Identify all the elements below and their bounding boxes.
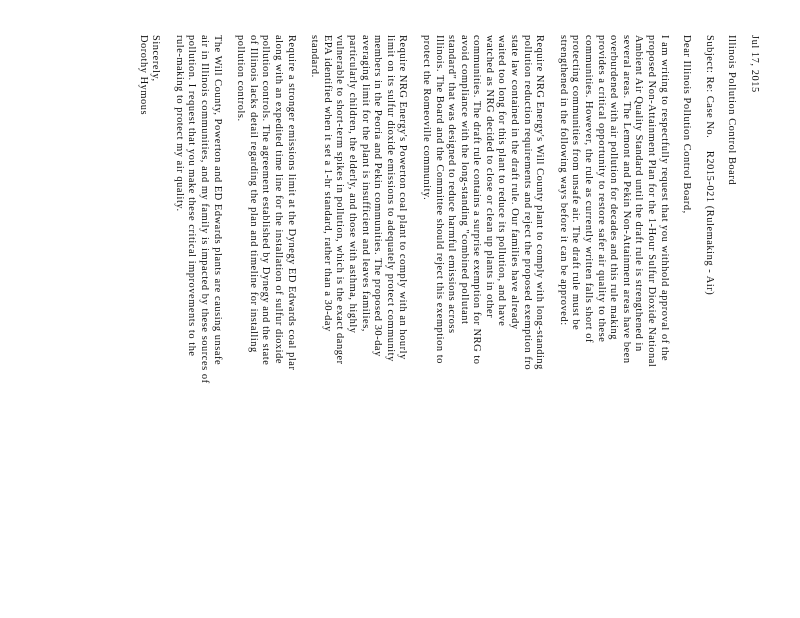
paragraph-line: strengthened in the following ways before it can be approved: bbox=[557, 35, 569, 326]
paragraph-line: communities. The draft rule contains a surprise exemption for NRG to bbox=[471, 35, 483, 365]
paragraph-line: rule-making to protect my air quality. bbox=[173, 35, 185, 212]
paragraph-line: standard. bbox=[309, 35, 321, 78]
paragraph-line: EPA identified when it set a 1-hr standard, rather than a 30-day bbox=[321, 35, 333, 332]
paragraph-ed-edwards bbox=[234, 35, 297, 555]
paragraph-line: Illinois. The Board and the Committee should reject this exemption to bbox=[433, 35, 445, 364]
letter-subject: Subject: Re: Case No. R2015-021 (Rulemaking - Air) bbox=[703, 35, 715, 296]
letter-closing: Sincerely, bbox=[150, 35, 162, 82]
paragraph-line: avoid compliance with the long-standing "combined pollutant bbox=[458, 35, 470, 325]
paragraph-line: proposed Non-Attainment Plan for the 1-Hour Sulfur Dioxide National bbox=[646, 35, 658, 368]
paragraph-line: members in the Peoria and Pekin communities. The proposed 30-day bbox=[372, 35, 384, 357]
paragraph-powerton bbox=[308, 35, 409, 555]
paragraph-line: protecting communities from unsafe air. The draft rule must be bbox=[570, 35, 582, 331]
paragraph-line: along with an expedited time line for the installation of sulfur dioxide bbox=[273, 35, 284, 365]
paragraph-line: particularly children, the elderly, and those with asthma, highly bbox=[346, 35, 358, 334]
paragraph-line: Require NRG Energy's Powerton coal plant to comply with an hourly bbox=[397, 35, 409, 360]
paragraph-line: overburdened with air pollution for decades and this rule making bbox=[608, 35, 620, 340]
letter-recipient: Illinois Pollution Control Board bbox=[726, 35, 738, 186]
paragraph-line: The Will County, Powerton and ED Edwards plants are causing unsafe bbox=[211, 35, 223, 366]
paragraph-line: of Illinois lacks detail regarding the plan and timeline for installing bbox=[247, 35, 259, 353]
paragraph-line: Ambient Air Quality Standard until the draft rule is strengthened in bbox=[633, 35, 645, 352]
paragraph-line: communities. However, the rule as currently written falls short of bbox=[583, 35, 595, 343]
paragraph-intro bbox=[556, 35, 669, 555]
paragraph-line: Require NRG Energy's Will County plant to comply with long-standing bbox=[534, 35, 546, 370]
paragraph-line: air in Illinois communities, and my family is impacted by these sources of bbox=[199, 35, 211, 384]
paragraph-conclusion bbox=[172, 35, 222, 555]
paragraph-line: standard" that was designed to reduce harmful emissions across bbox=[446, 35, 458, 334]
paragraph-line: I am writing to respectfully request that you withhold approval of the bbox=[658, 35, 670, 362]
paragraph-line: pollution controls. The agreement established by Dynegy and the state bbox=[260, 35, 272, 366]
paragraph-line: pollution controls. bbox=[235, 35, 247, 122]
paragraph-line: several areas. The Lemont and Pekin Non-Attainment areas have been bbox=[620, 35, 632, 364]
paragraph-line: averaging limit for the plant is insufficient and leaves families, bbox=[359, 35, 371, 332]
paragraph-line: pollution. I request that you make these critical improvements to the bbox=[186, 35, 198, 357]
paragraph-line: pollution reduction requirements and reject the proposed exemption fro bbox=[521, 35, 533, 371]
paragraph-line: state law contained in the draft rule. Our families have already bbox=[509, 35, 521, 330]
paragraph-will-county bbox=[419, 35, 545, 555]
letter-salutation: Dear Illinois Pollution Control Board, bbox=[681, 35, 693, 214]
letter-signature: Dorothy Hymous bbox=[137, 35, 149, 116]
paragraph-line: waited too long for this plant to reduce its pollution, and have bbox=[496, 35, 508, 327]
letter-date: Jul 17, 2015 bbox=[749, 35, 760, 93]
paragraph-line: limit on its sulfur dioxide emissions to adequately protect community bbox=[384, 35, 396, 362]
paragraph-line: vulnerable to short-term spikes in pollution, which is the exact danger bbox=[334, 35, 346, 365]
paragraph-line: Require a stronger emissions limit at the Dynegy ED Edwards coal plar bbox=[285, 35, 297, 371]
rotated-letter bbox=[0, 35, 760, 555]
paragraph-line: protect the Romeoville community. bbox=[420, 35, 432, 201]
paragraph-line: provides a critical opportunity to restore safer air quality to these bbox=[595, 35, 607, 343]
paragraph-line: watched as NRG decided to close or clean up plants in other bbox=[483, 35, 495, 319]
